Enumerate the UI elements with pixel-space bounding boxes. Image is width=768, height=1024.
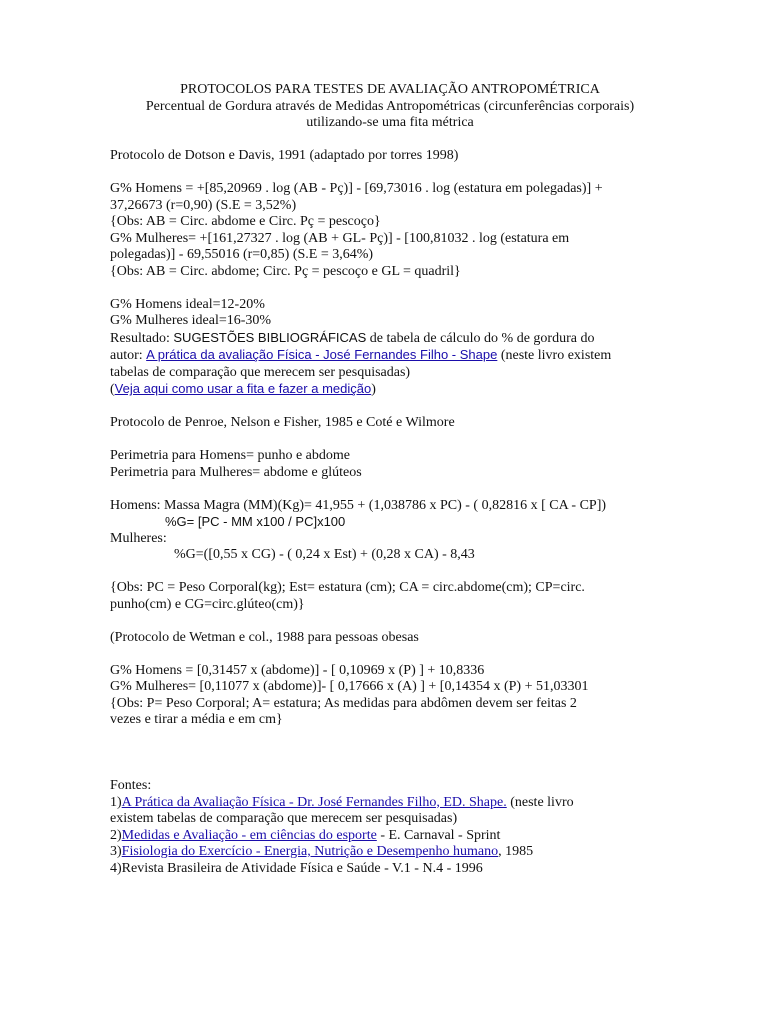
author-prefix: autor:: [110, 348, 147, 363]
penroe-men-pct: %G= [PC - MM x100 / PC]x100: [165, 514, 346, 529]
penroe-heading: Protocolo de Penroe, Nelson e Fisher, 1985 e Coté e Wilmore: [110, 415, 455, 430]
source-number: 3): [110, 844, 122, 859]
dotson-women-obs: {Obs: AB = Circ. abdome; Circ. Pç = pescoço e GL = quadril}: [110, 263, 461, 279]
source-1-link[interactable]: A Prática da Avaliação Física - Dr. José Fernandes Filho, ED. Shape.: [121, 794, 507, 810]
result-rest: de tabela de cálculo do % de gordura do: [366, 330, 595, 346]
wetman-heading: (Protocolo de Wetman e col., 1988 para pessoas obesas: [110, 629, 419, 645]
document-header: [110, 82, 670, 132]
dotson-men-obs: {Obs: AB = Circ. abdome e Circ. Pç = pescoço}: [110, 214, 381, 229]
dotson-men-formula-cont: 37,26673 (r=0,90) (S.E = 3,52%): [110, 197, 297, 213]
dotson-women-formula-cont: polegadas)] - 69,55016 (r=0,85) (S.E = 3,64%): [110, 247, 374, 262]
document-subtitle: Percentual de Gordura através de Medidas Antropométricas (circunferências corporais): [145, 98, 635, 114]
dotson-men-formula: G% Homens = +[85,20969 . log (AB - Pç)] - [69,73016 . log (estatura em polegadas)] +: [110, 181, 603, 196]
document-title: PROTOCOLOS PARA TESTES DE AVALIAÇÃO ANTROPOMÉTRICA: [180, 82, 600, 97]
tables-line: tabelas de comparação que merecem ser pesquisadas): [110, 364, 411, 380]
source-item-1: [110, 795, 670, 812]
perimetry-men: Perimetria para Homens= punho e abdome: [110, 448, 350, 463]
ideal-men: G% Homens ideal=12-20%: [110, 296, 265, 312]
source-item-3: [110, 844, 670, 861]
ideal-section: [110, 297, 670, 399]
author-suffix: (neste livro existem: [497, 348, 612, 363]
source-2-rest: - E. Carnaval - Sprint: [376, 827, 501, 843]
dotson-heading: Protocolo de Dotson e Davis, 1991 (adaptado por torres 1998): [110, 148, 459, 163]
document-subtitle-cont: utilizando-se uma fita métrica: [306, 115, 474, 130]
wetman-men-formula: G% Homens = [0,31457 x (abdome)] - [ 0,10969 x (P) ] + 10,8336: [110, 662, 485, 678]
result-line: [110, 330, 670, 348]
ideal-women: G% Mulheres ideal=16-30%: [110, 313, 272, 328]
video-line: [110, 381, 670, 399]
source-item-2: [110, 828, 670, 845]
sources-section: [110, 778, 670, 877]
wetman-obs: {Obs: P= Peso Corporal; A= estatura; As medidas para abdômen devem ser feitas 2: [110, 695, 577, 711]
penroe-women-label: Mulheres:: [110, 530, 167, 546]
source-number: 2): [110, 827, 122, 843]
wetman-women-formula: G% Mulheres= [0,11077 x (abdome)]- [ 0,17666 x (A) ] + [0,14354 x (P) + 51,03301: [110, 679, 589, 694]
author-line: [110, 347, 670, 365]
sources-label: Fontes:: [110, 778, 152, 793]
result-caps: SUGESTÕES BIBLIOGRÁFICAS: [173, 329, 367, 345]
paren-open: (: [110, 382, 115, 397]
source-3-rest: , 1985: [498, 844, 534, 859]
penroe-obs-cont: punho(cm) e CG=circ.glúteo(cm)}: [110, 596, 305, 612]
penroe-section: [110, 415, 670, 613]
perimetry-women: Perimetria para Mulheres= abdome e glúteos: [110, 464, 362, 480]
penroe-women-formula: %G=([0,55 x CG) - ( 0,24 x Est) + (0,28 x CA) - 8,43: [174, 547, 475, 562]
dotson-women-formula: G% Mulheres= +[161,27327 . log (AB + GL- Pç)] - [100,81032 . log (estatura em: [110, 230, 570, 246]
source-3-link[interactable]: Fisiologia do Exercício - Energia, Nutrição e Desempenho humano: [121, 844, 499, 859]
book-link[interactable]: A prática da avaliação Física - José Fernandes Filho - Shape: [146, 347, 498, 362]
penroe-men-formula: Homens: Massa Magra (MM)(Kg)= 41,955 + (1,038786 x PC) - ( 0,82816 x [ CA - CP]): [110, 497, 607, 513]
paren-close: ): [371, 382, 376, 397]
measurement-video-link[interactable]: Veja aqui como usar a fita e fazer a medição: [114, 381, 372, 396]
source-1-rest: (neste livro: [506, 794, 574, 810]
dotson-section: [110, 148, 670, 280]
wetman-section: [110, 630, 670, 729]
penroe-obs: {Obs: PC = Peso Corporal(kg); Est= estatura (cm); CA = circ.abdome(cm); CP=circ.: [110, 580, 585, 595]
result-prefix: Resultado:: [110, 330, 174, 346]
source-item-4: 4)Revista Brasileira de Atividade Física e Saúde - V.1 - N.4 - 1996: [110, 860, 483, 876]
source-number: 1): [110, 794, 122, 810]
source-item-1-cont: existem tabelas de comparação que merecem ser pesquisadas): [110, 811, 458, 826]
document-page: [110, 82, 670, 877]
wetman-obs-cont: vezes e tirar a média e em cm}: [110, 712, 283, 727]
source-2-link[interactable]: Medidas e Avaliação - em ciências do esporte: [121, 827, 377, 843]
